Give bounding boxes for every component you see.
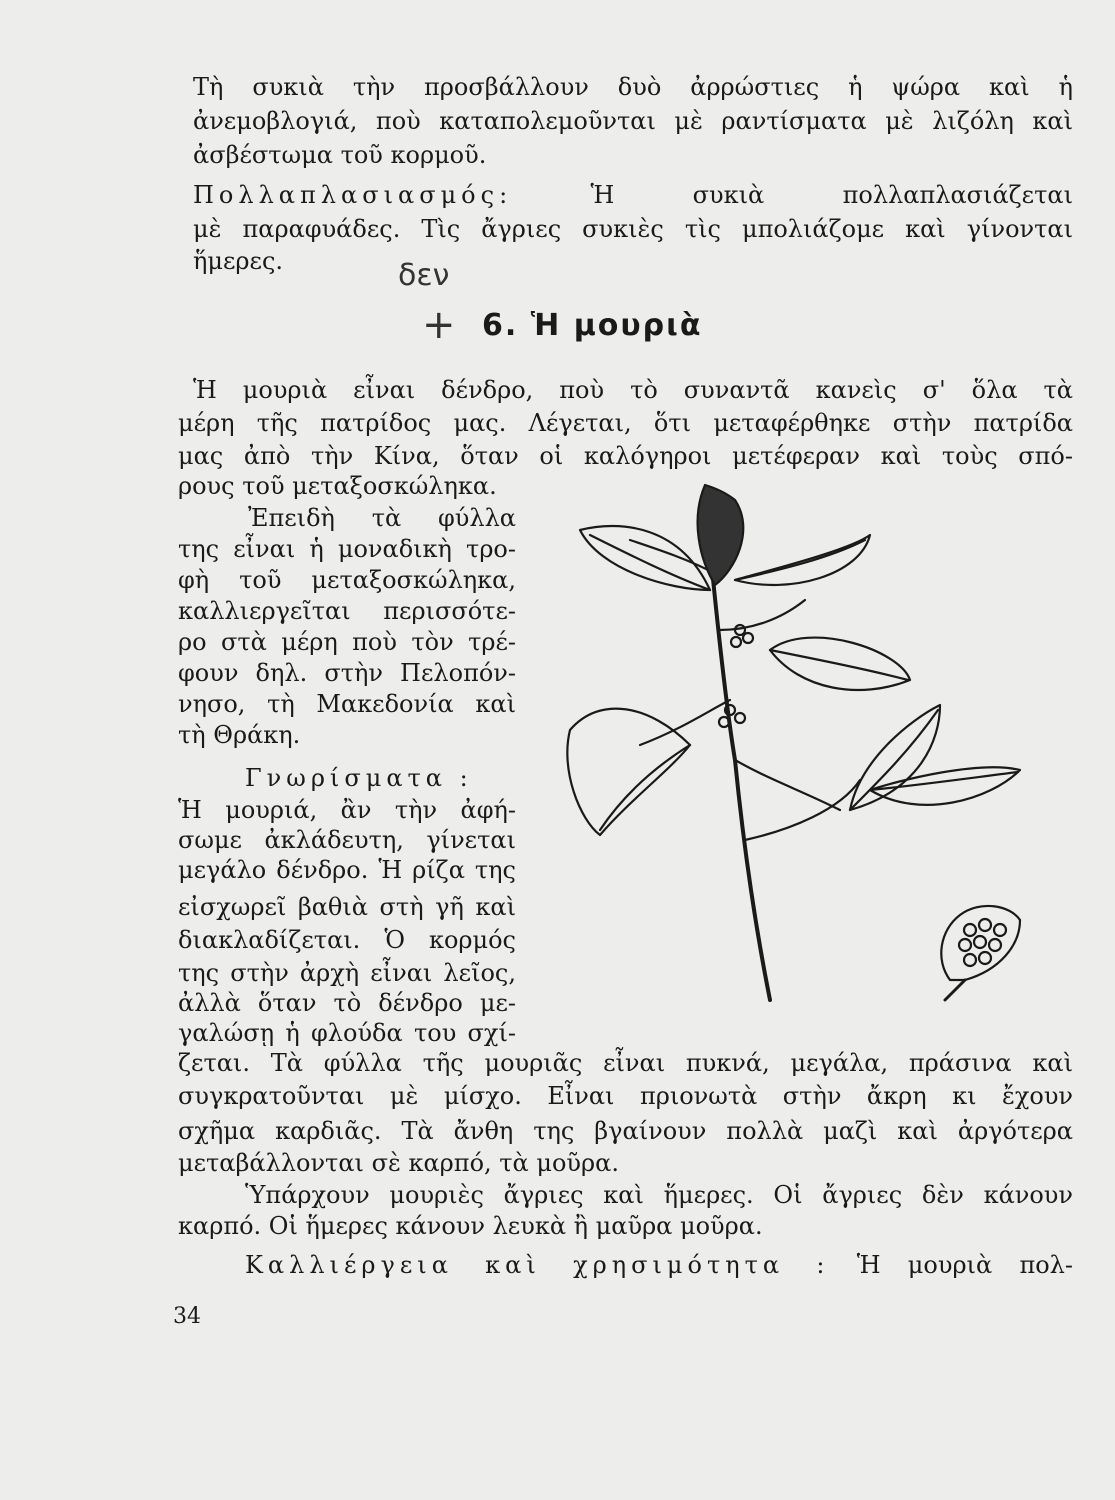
body-line: ἀλλὰ ὅταν τὸ δένδρο με-: [178, 989, 516, 1017]
intro-line-1: Τὴ συκιὰ τὴν προσβάλλουν δυὸ ἀρρώστιες ἡ ψώρα καὶ ἡ: [193, 73, 1073, 101]
body-line: νησο, τὴ Μακεδονία καὶ: [178, 690, 516, 718]
body-line: συγκρατοῦνται μὲ μίσχο. Εἶναι πριονωτὰ στὴν ἄκρη κι ἔχουν: [178, 1082, 1073, 1110]
cultivation-label: Καλλιέργεια καὶ χρησιμότητα :: [245, 1251, 830, 1279]
section-heading: [482, 308, 702, 343]
propagation-text: Ἡ συκιὰ πολλαπλασιάζεται: [590, 181, 1073, 209]
handwritten-annotation: δεν: [398, 258, 450, 293]
body-line: καλλιεργεῖται περισσότε-: [178, 597, 516, 625]
handwritten-plus-mark: +: [422, 302, 456, 348]
propagation-first-line: [193, 180, 1073, 210]
body-line: Ὑπάρχουν μουριὲς ἄγριες καὶ ἥμερες. Οἱ ἄγριες δὲν κάνουν: [245, 1181, 1073, 1209]
body-line: σχῆμα καρδιᾶς. Τὰ ἄνθη της βγαίνουν πολλὰ μαζὶ καὶ ἀργότερα: [178, 1117, 1073, 1145]
cultivation-line: [245, 1250, 1073, 1280]
body-line: ρο στὰ μέρη ποὺ τὸν τρέ-: [178, 628, 516, 656]
intro-line-2: ἀνεμοβλογιά, ποὺ καταπολεμοῦνται μὲ ραντίσματα μὲ λιζόλη καὶ: [193, 107, 1073, 135]
body-line: τὴ Θράκη.: [178, 721, 301, 749]
body-line: Ἐπειδὴ τὰ φύλλα: [248, 504, 516, 532]
body-line: γαλώσῃ ἡ φλούδα του σχί-: [178, 1019, 516, 1047]
body-line: μεγάλο δένδρο. Ἡ ρίζα της: [178, 856, 516, 884]
body-line: σωμε ἀκλάδευτη, γίνεται: [178, 826, 516, 854]
body-line: Ἡ μουριά, ἂν τὴν ἀφή-: [178, 796, 516, 824]
section-title: Ἡ μουριὰ: [530, 308, 703, 343]
body-line: εἰσχωρεῖ βαθιὰ στὴ γῆ καὶ: [178, 893, 516, 921]
body-line: μεταβάλλονται σὲ καρπό, τὰ μοῦρα.: [178, 1149, 619, 1177]
body-line: διακλαδίζεται. Ὁ κορμός: [178, 926, 516, 954]
body-line: Ἡ μουριὰ εἶναι δένδρο, ποὺ τὸ συναντᾶ κανεὶς σ' ὅλα τὰ: [193, 376, 1073, 404]
propagation-line-2: μὲ παραφυάδες. Τὶς ἄγριες συκιὲς τὶς μπολιάζομε καὶ γίνονται: [193, 215, 1073, 243]
mulberry-branch-illustration: [540, 480, 1060, 1020]
body-line: της εἶναι ἡ μοναδικὴ τρο-: [178, 535, 516, 563]
features-label: Γνωρίσματα :: [245, 764, 473, 792]
body-line: φὴ τοῦ μεταξοσκώληκα,: [178, 566, 516, 594]
body-line: μας ἀπὸ τὴν Κίνα, ὅταν οἱ καλόγηροι μετέφεραν καὶ τοὺς σπό-: [178, 442, 1073, 470]
body-line: της στὴν ἀρχὴ εἶναι λεῖος,: [178, 959, 516, 987]
intro-line-3: ἀσβέστωμα τοῦ κορμοῦ.: [193, 141, 487, 169]
body-line: ρους τοῦ μεταξοσκώληκα.: [178, 472, 497, 500]
section-number: 6.: [482, 308, 519, 343]
page-number: 34: [173, 1304, 201, 1329]
propagation-label: Πολλαπλασιασμός:: [193, 181, 513, 209]
body-line: καρπό. Οἱ ἥμερες κάνουν λευκὰ ἢ μαῦρα μοῦρα.: [178, 1212, 763, 1240]
body-line: φουν δηλ. στὴν Πελοπόν-: [178, 659, 516, 687]
cultivation-text: Ἡ μουριὰ πολ-: [856, 1251, 1073, 1279]
body-line: μέρη τῆς πατρίδος μας. Λέγεται, ὅτι μεταφέρθηκε στὴν πατρίδα: [178, 409, 1073, 437]
propagation-line-3: ἥμερες.: [193, 247, 284, 275]
body-line: ζεται. Τὰ φύλλα τῆς μουριᾶς εἶναι πυκνά, μεγάλα, πράσινα καὶ: [178, 1049, 1073, 1077]
